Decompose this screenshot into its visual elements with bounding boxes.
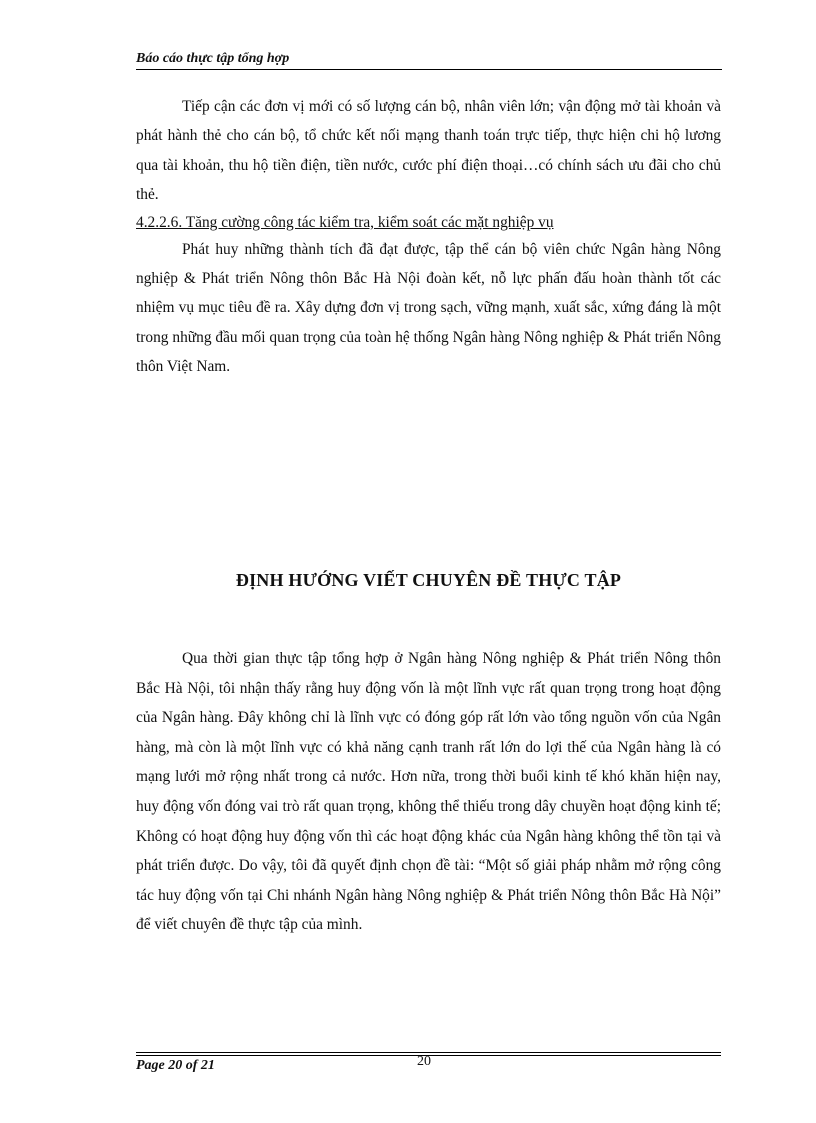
footer-page-number: 20 [417,1054,431,1069]
paragraph-orientation: Qua thời gian thực tập tổng hợp ở Ngân hàng Nông nghiệp & Phát triển Nông thôn Bắc Hà Nội, tôi nhận thấy rằng huy động vốn là một lĩnh vực rất quan trọng trong hoạt động của Ngân hàng. Đây không chỉ là lĩnh vực có đóng góp rất lớn vào tổng nguồn vốn của Ngân hàng, mà còn là một lĩnh vực có khả năng cạnh tranh rất lớn do lợi thế của Ngân hàng là có mạng lưới mở rộng nhất trong cả nước. Hơn nữa, trong thời buổi kinh tế khó khăn hiện nay, huy động vốn đóng vai trò rất quan trọng, không thể thiếu trong dây chuyền hoạt động kinh tế; Không có hoạt động huy động vốn thì các hoạt động khác của Ngân hàng không thể tồn tại và phát triển được. Do vậy, tôi đã quyết định chọn đề tài: “Một số giải pháp nhằm mở rộng công tác huy động vốn tại Chi nhánh Ngân hàng Nông nghiệp & Phát triển Nông thôn Bắc Hà Nội” để viết chuyên đề thực tập của mình. [136,650,721,934]
paragraph-outreach: Tiếp cận các đơn vị mới có số lượng cán bộ, nhân viên lớn; vận động mở tài khoản và phát hành thẻ cho cán bộ, tổ chức kết nối mạng thanh toán trực tiếp, thực hiện chi hộ lương qua tài khoản, thu hộ tiền điện, tiền nước, cước phí điện thoại…có chính sách ưu đãi cho chủ thẻ. [136,98,721,204]
subheading: 4.2.2.6. Tăng cường công tác kiểm tra, kiểm soát các mặt nghiệp vụ [136,213,554,231]
page-header [136,50,722,70]
body-orientation [136,644,721,940]
section-title: ĐỊNH HƯỚNG VIẾT CHUYÊN ĐỀ THỰC TẬP [235,570,622,590]
paragraph-achievements: Phát huy những thành tích đã đạt được, tập thể cán bộ viên chức Ngân hàng Nông nghiệp & Phát triển Nông thôn Bắc Hà Nội đoàn kết, nỗ lực phấn đấu hoàn thành tốt các nhiệm vụ mục tiêu đề ra. Xây dựng đơn vị trong sạch, vững mạnh, xuất sắc, xứng đáng là một trong những đầu mối quan trọng của toàn hệ thống Ngân hàng Nông nghiệp & Phát triển Nông thôn Việt Nam. [136,240,721,376]
body-top [136,92,721,382]
footer-rule-thin [136,1052,721,1053]
header-rule [136,69,722,70]
footer-page-label: Page 20 of 21 [136,1058,215,1073]
header-title: Báo cáo thực tập tổng hợp [136,51,290,66]
